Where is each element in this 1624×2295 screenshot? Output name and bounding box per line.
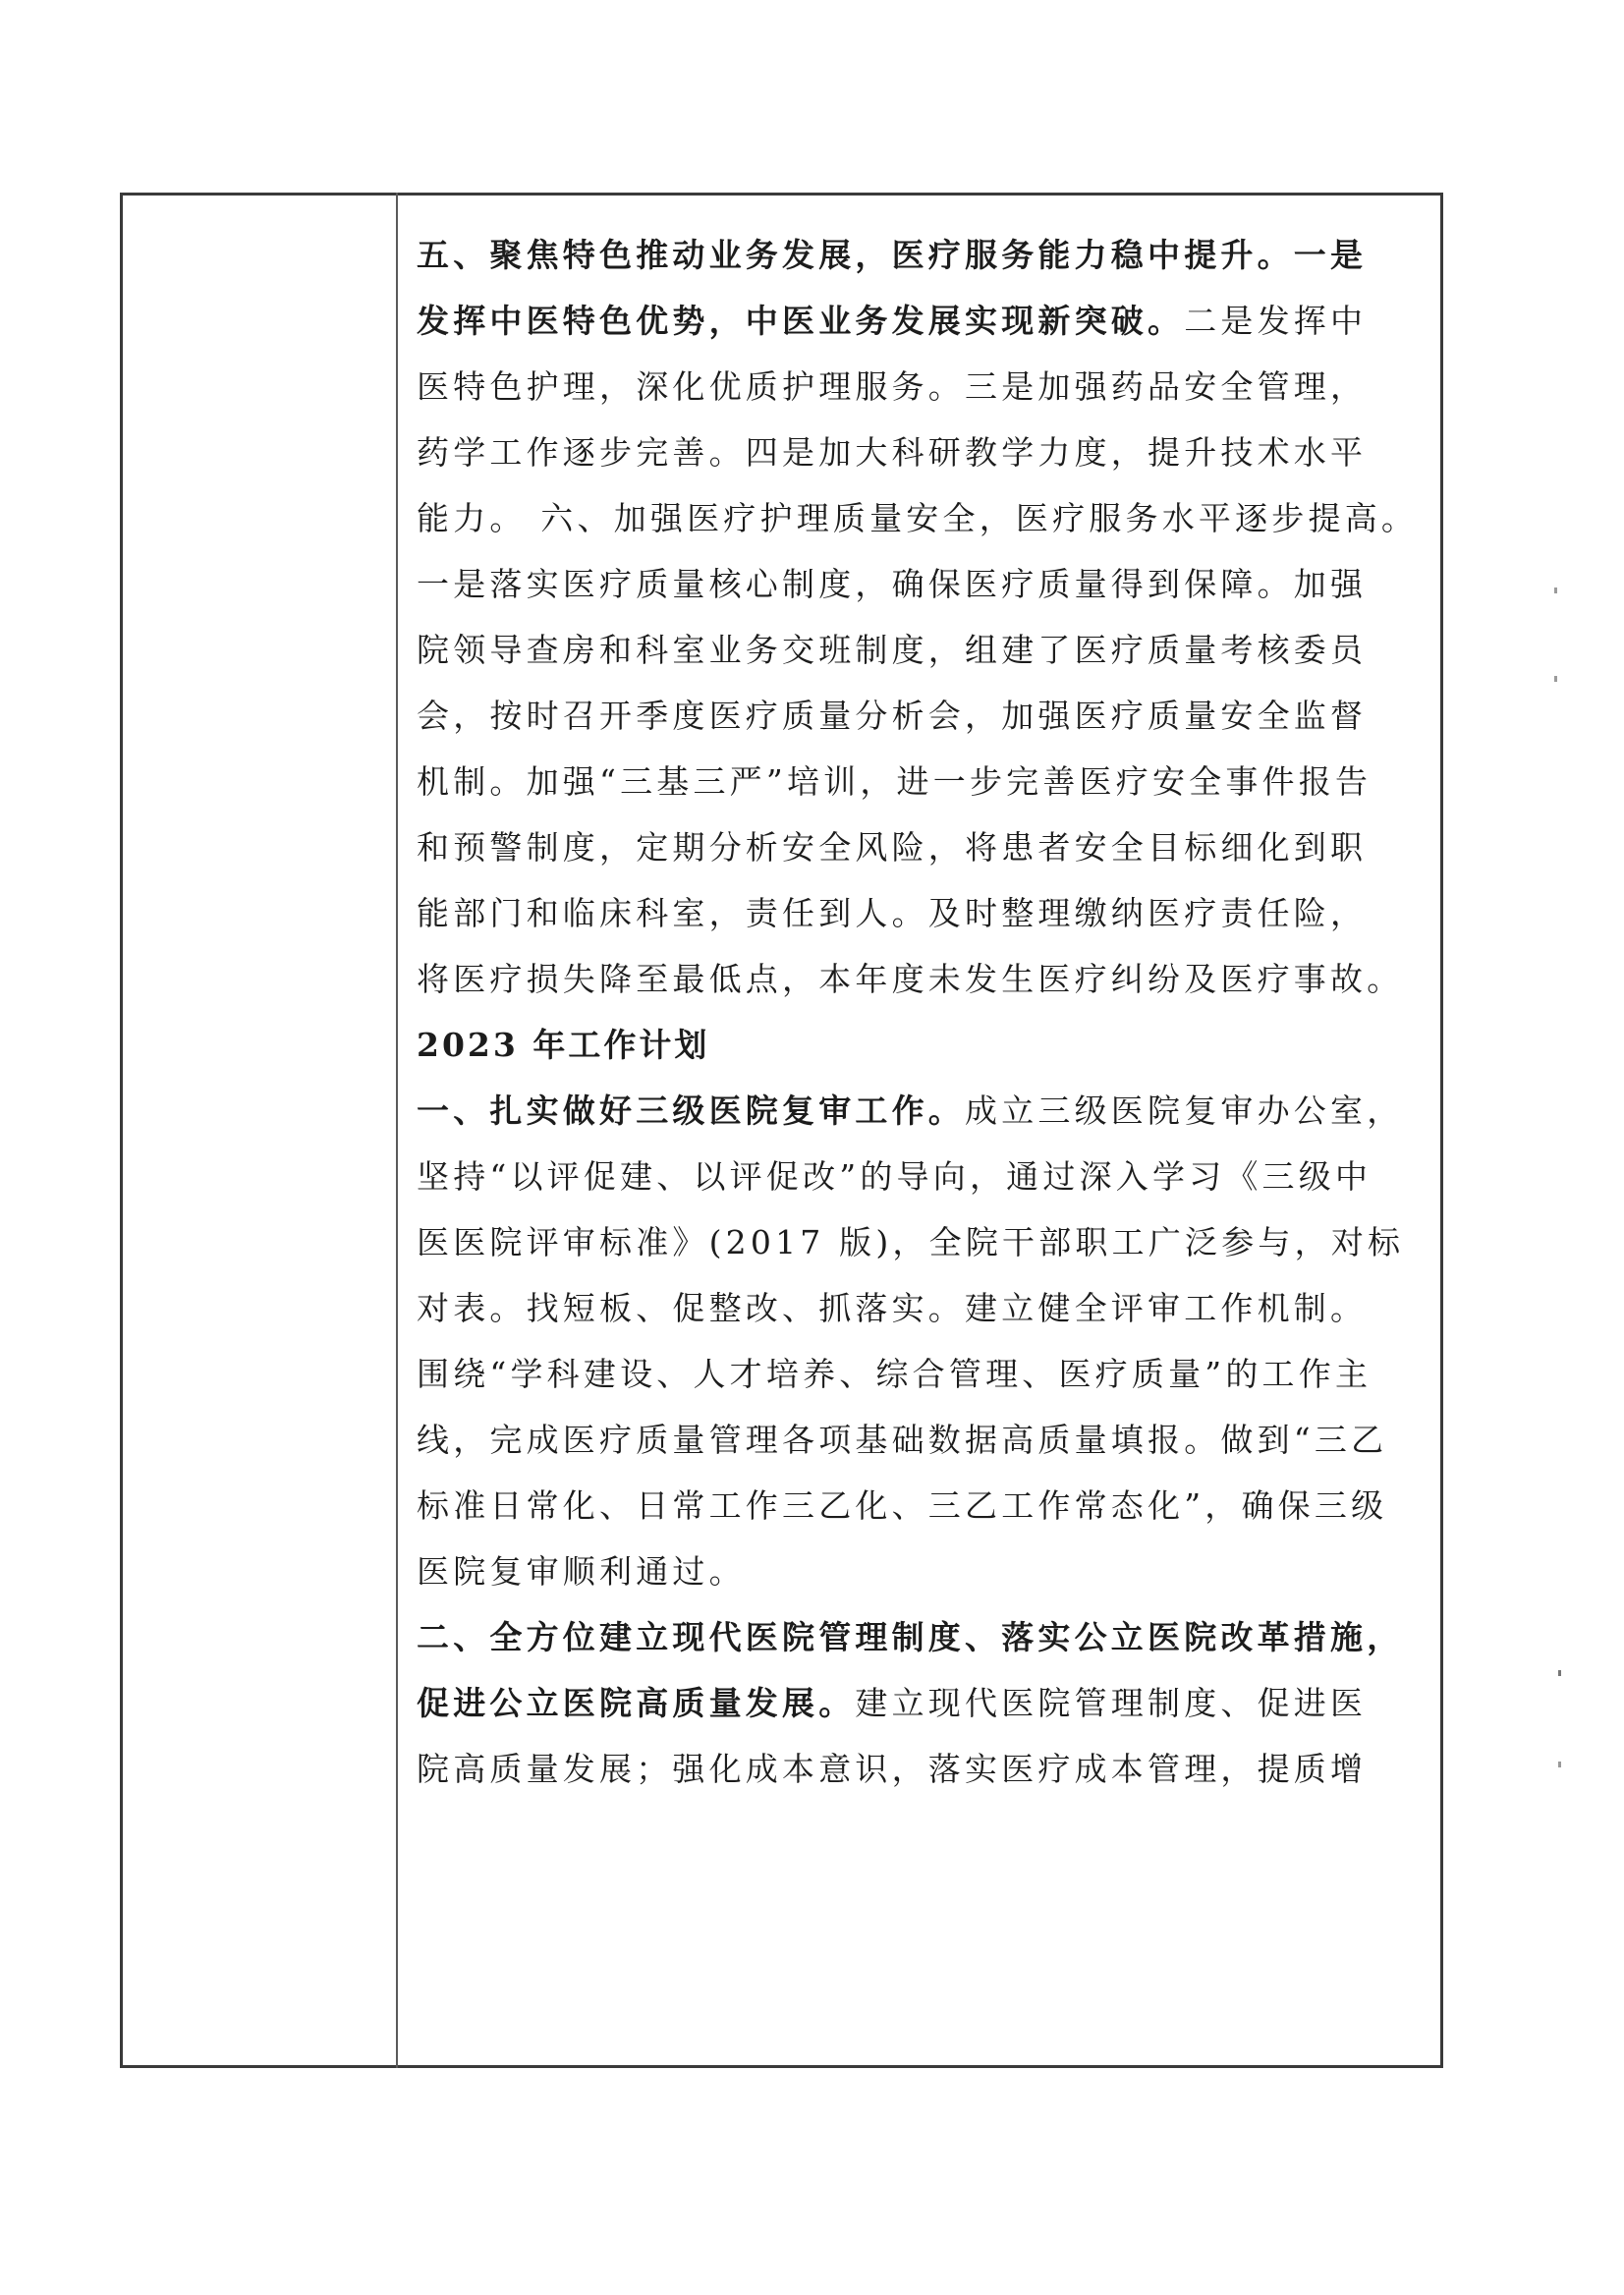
body-text: 能部门和临床科室，责任到人。及时整理缴纳医疗责任险， [417,894,1368,932]
text-line [417,551,1428,617]
body-text: 线，完成医疗质量管理各项基础数据高质量填报。做到“三乙 [417,1421,1388,1459]
text-line [417,1209,1428,1275]
body-text: 和预警制度，定期分析安全风险，将患者安全目标细化到职 [417,828,1368,867]
body-text: 坚持“以评促建、以评促改”的导向，通过深入学习《三级中 [417,1157,1372,1196]
body-text: 院领导查房和科室业务交班制度，组建了医疗质量考核委员 [417,631,1368,669]
bold-text: 一、扎实做好三级医院复审工作。 [417,1092,965,1130]
body-text: 医特色护理，深化优质护理服务。三是加强药品安全管理， [417,367,1368,406]
bold-text: 促进公立医院高质量发展。 [417,1684,856,1722]
body-text: 成立三级医院复审办公室， [965,1092,1404,1130]
body-text: 对表。找短板、促整改、抓落实。建立健全评审工作机制。 [417,1289,1368,1327]
scan-speck [1558,1670,1561,1676]
scan-speck [1554,676,1557,682]
text-line [417,1736,1428,1802]
text-line [417,1341,1428,1407]
text-line [417,880,1428,946]
text-line [417,1078,1428,1144]
text-line [417,1670,1428,1736]
bold-text: 发挥中医特色优势，中医业务发展实现新突破。 [417,302,1185,340]
body-text: 能力。 六、加强医疗护理质量安全，医疗服务水平逐步提高。 [417,499,1419,537]
text-line [417,946,1428,1012]
text-line [417,222,1428,288]
body-text: 一是落实医疗质量核心制度，确保医疗质量得到保障。加强 [417,565,1368,603]
body-text: 建立现代医院管理制度、促进医 [855,1684,1368,1722]
body-text: 标准日常化、日常工作三乙化、三乙工作常态化”，确保三级 [417,1486,1388,1525]
text-line [417,354,1428,420]
bold-text: 二、全方位建立现代医院管理制度、落实公立医院改革措施， [417,1618,1404,1656]
body-text: 将医疗损失降至最低点，本年度未发生医疗纠纷及医疗事故。 [417,960,1404,998]
body-text: 二是发挥中 [1184,302,1368,340]
bold-text: 2023 年工作计划 [417,1026,710,1064]
text-line [417,683,1428,749]
text-line [417,288,1428,354]
body-text: 医院复审顺利通过。 [417,1552,746,1591]
text-line [417,1473,1428,1539]
body-text: 围绕“学科建设、人才培养、综合管理、医疗质量”的工作主 [417,1355,1372,1393]
bold-text: 五、聚焦特色推动业务发展，医疗服务能力稳中提升。一是 [417,236,1368,274]
column-divider [396,193,398,2068]
scan-speck [1554,588,1557,593]
content-cell [417,222,1428,1802]
text-line [417,485,1428,551]
body-text: 药学工作逐步完善。四是加大科研教学力度，提升技术水平 [417,433,1368,472]
body-text: 会，按时召开季度医疗质量分析会，加强医疗质量安全监督 [417,697,1368,735]
text-line [417,617,1428,683]
body-text: 院高质量发展；强化成本意识，落实医疗成本管理，提质增 [417,1750,1368,1788]
body-text: 机制。加强“三基三严”培训，进一步完善医疗安全事件报告 [417,762,1372,801]
text-line [417,1407,1428,1473]
text-line [417,420,1428,485]
text-line [417,1604,1428,1670]
text-line [417,1275,1428,1341]
body-text: 医医院评审标准》(2017 版)，全院干部职工广泛参与，对标 [417,1223,1405,1261]
scan-speck [1558,1762,1561,1767]
text-line [417,1144,1428,1209]
left-label-cell [123,196,396,2065]
text-line [417,814,1428,880]
text-line [417,1539,1428,1604]
text-line [417,749,1428,814]
section-heading [417,1012,1428,1078]
